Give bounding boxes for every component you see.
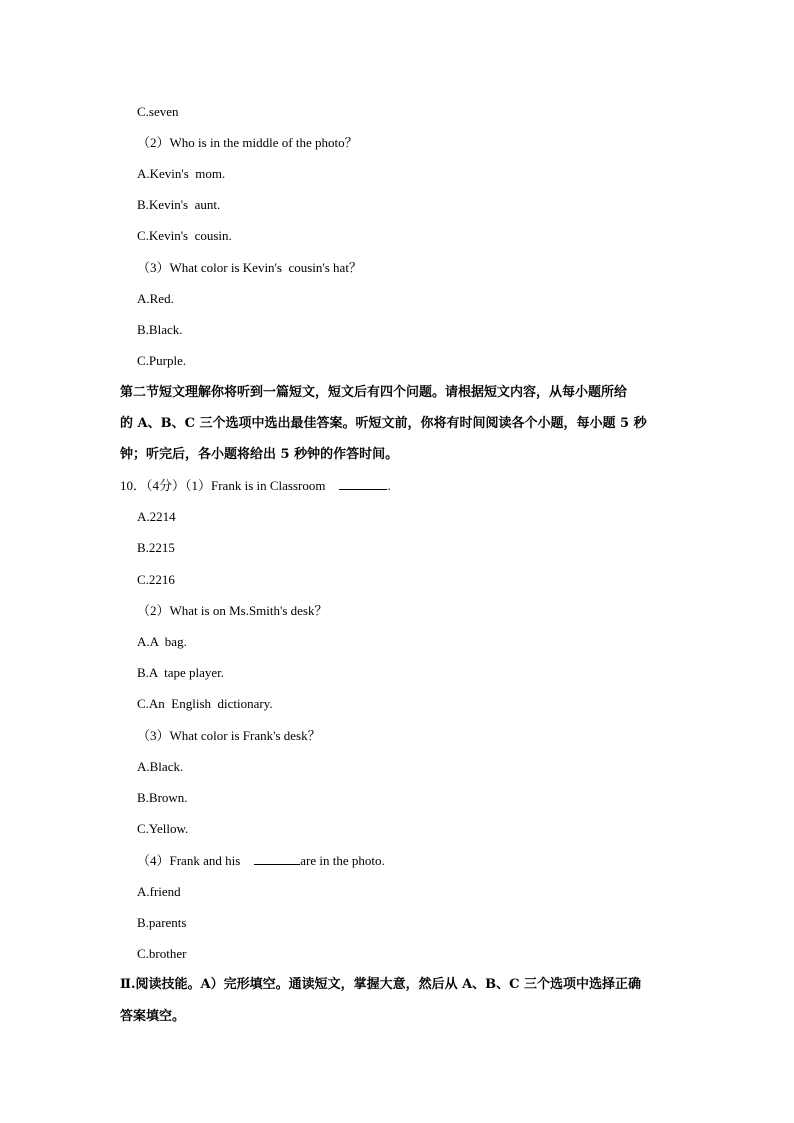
option-line: C.seven [137, 104, 179, 119]
option-line: A.Red. [137, 291, 174, 306]
section-instructions: 钟；听完后，各小题将给出 5 秒钟的作答时间。 [120, 447, 399, 462]
option-line: A.A bag. [137, 634, 187, 649]
option-line: C.An English dictionary. [137, 696, 273, 711]
option-line: B.2215 [137, 540, 175, 555]
option-line: C.Yellow. [137, 821, 189, 836]
question-text: . [387, 478, 391, 493]
option-line: B.Kevin's aunt. [137, 197, 221, 212]
question-line: （3）What color is Frank's desk？ [137, 728, 321, 743]
section-heading: 答案填空。 [120, 1009, 186, 1024]
section-instructions: 第二节短文理解你将听到一篇短文，短文后有四个问题。请根据短文内容，从每小题所给 [120, 385, 628, 400]
section-heading: Ⅱ.阅读技能。A）完形填空。通读短文，掌握大意，然后从 A、B、C 三个选项中选择正确 [120, 977, 642, 992]
option-line: A.Black. [137, 759, 184, 774]
question-text: 10．（4分）（1）Frank is in Classroom [120, 478, 326, 493]
answer-blank [339, 477, 387, 490]
question-line: （2）What is on Ms.Smith's desk？ [137, 603, 328, 618]
option-line: C.Kevin's cousin. [137, 228, 232, 243]
section-instructions: 的 A、B、C 三个选项中选出最佳答案。听短文前，你将有时间阅读各个小题，每小题 5 秒 [120, 416, 647, 431]
option-line: B.parents [137, 915, 187, 930]
question-text: are in the photo. [300, 853, 385, 868]
question-text: （4）Frank and his [137, 853, 241, 868]
option-line: B.Brown. [137, 790, 188, 805]
answer-blank [254, 852, 300, 865]
option-line: C.Purple. [137, 353, 187, 368]
option-line: C.2216 [137, 572, 175, 587]
option-line: A.2214 [137, 509, 176, 524]
option-line: C.brother [137, 946, 187, 961]
option-line: B.Black. [137, 322, 183, 337]
option-line: A.friend [137, 884, 181, 899]
option-line: A.Kevin's mom. [137, 166, 226, 181]
question-line: （3）What color is Kevin's cousin's hat？ [137, 260, 362, 275]
question-line [137, 852, 385, 870]
option-line: B.A tape player. [137, 665, 225, 680]
question-10 [120, 477, 680, 495]
question-line: （2）Who is in the middle of the photo？ [137, 135, 358, 150]
